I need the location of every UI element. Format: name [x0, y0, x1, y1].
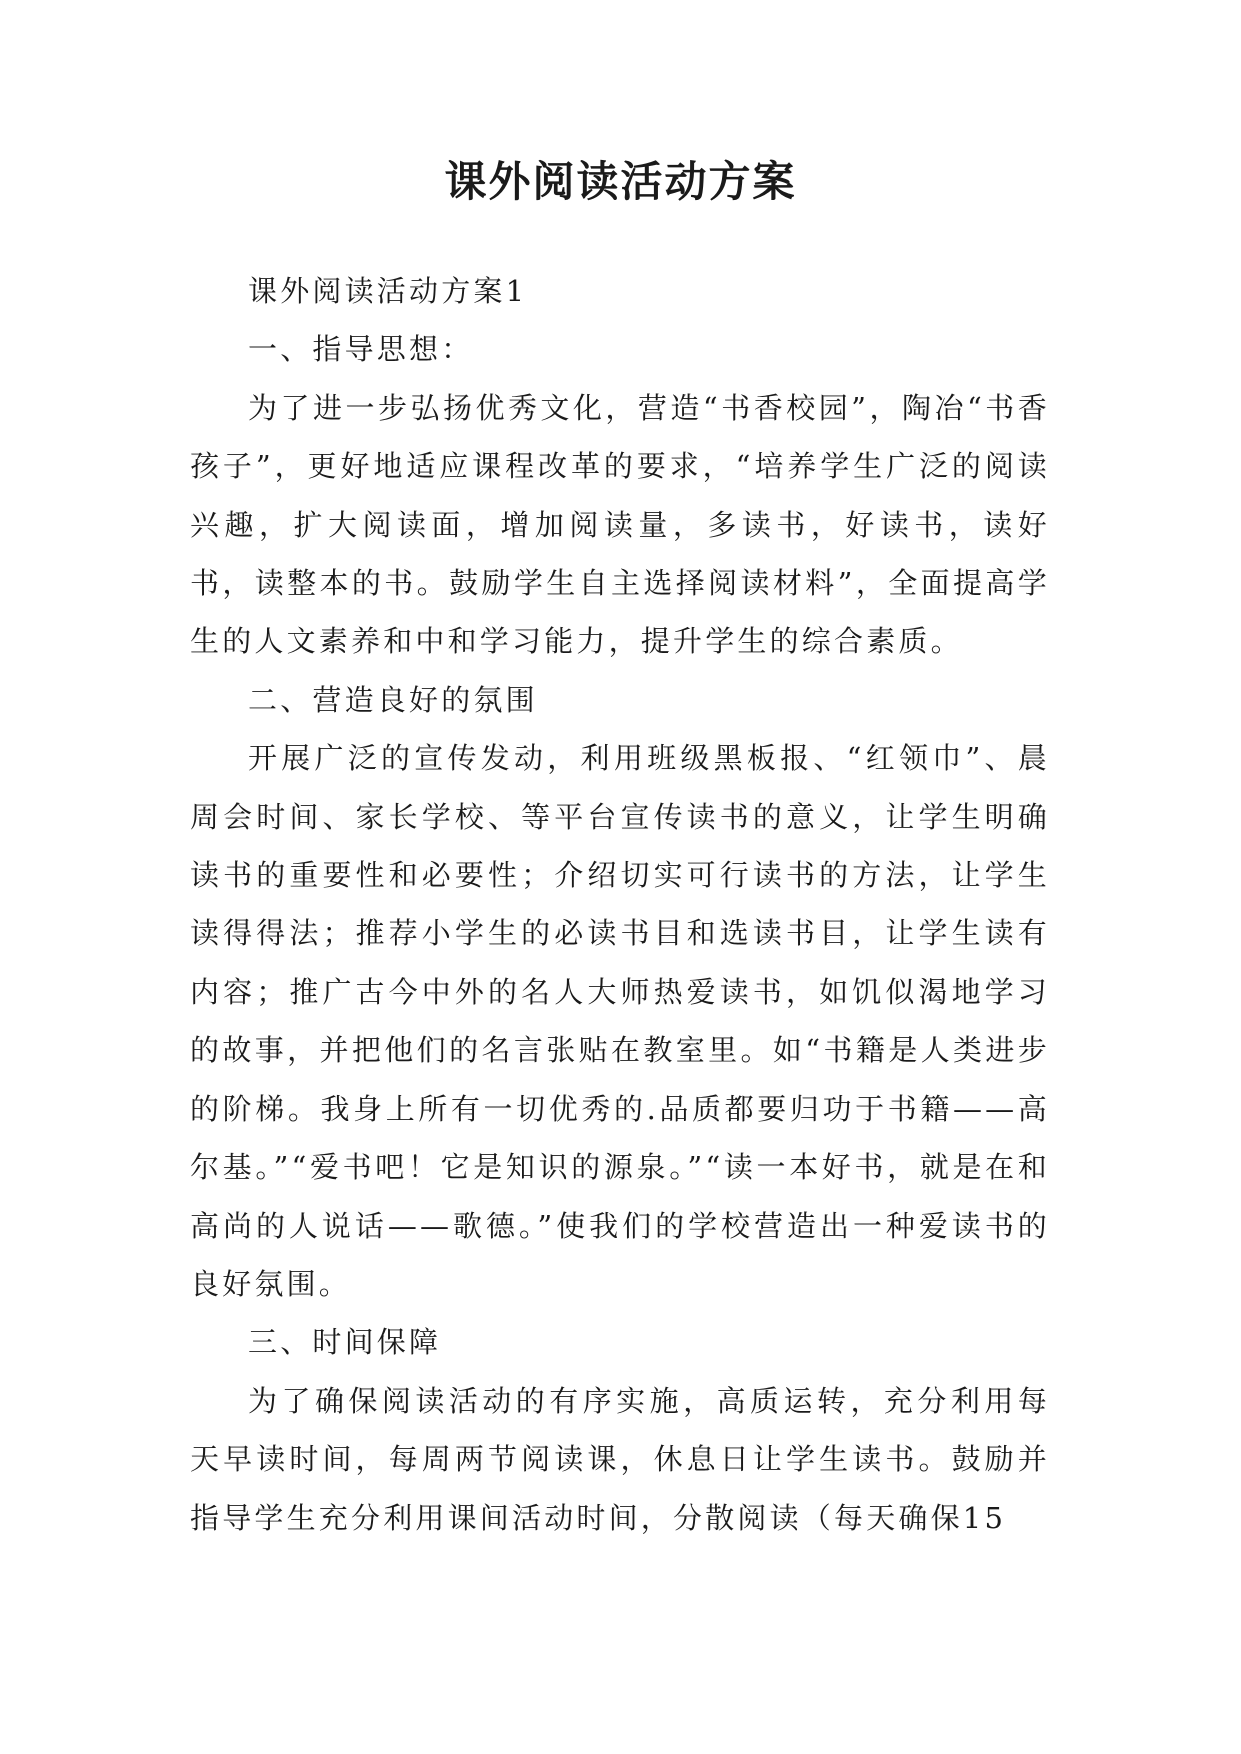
- section-heading-atmosphere: 二、营造良好的氛围: [248, 682, 538, 717]
- paragraph-guiding-ideology: 为了进一步弘扬优秀文化，营造“书香校园”，陶冶“书香孩子”，更好地适应课程改革的要求，“培养学生广泛的阅读兴趣，扩大阅读面，增加阅读量，多读书，好读书，读好书，读整本的书。鼓励学生自主选择阅读材料”，全面提高学生的人文素养和中和学习能力，提升学生的综合素质。: [190, 390, 1050, 659]
- document-body: [190, 262, 1050, 1547]
- section-heading-guiding-ideology: 一、指导思想：: [248, 332, 474, 367]
- document-title: 课外阅读活动方案: [444, 157, 797, 206]
- paragraph-subtitle: 课外阅读活动方案1: [248, 274, 528, 308]
- paragraph-atmosphere: 开展广泛的宣传发动，利用班级黑板报、“红领巾”、晨周会时间、家长学校、等平台宣传读书的意义，让学生明确读书的重要性和必要性；介绍切实可行读书的方法，让学生读得得法；推荐小学生的必读书目和选读书目，让学生读有内容；推广古今中外的名人大师热爱读书，如饥似渴地学习的故事，并把他们的名言张贴在教室里。如“书籍是人类进步的阶梯。我身上所有一切优秀的.品质都要归功于书籍——高尔基。”“爱书吧！它是知识的源泉。”“读一本好书，就是在和高尚的人说话——歌德。”使我们的学校营造出一种爱读书的良好氛围。: [190, 741, 1050, 1301]
- section-heading-time-guarantee: 三、时间保障: [248, 1325, 442, 1360]
- paragraph-time-guarantee: 为了确保阅读活动的有序实施，高质运转，充分利用每天早读时间，每周两节阅读课，休息日让学生读书。鼓励并指导学生充分利用课间活动时间，分散阅读（每天确保15: [190, 1383, 1050, 1535]
